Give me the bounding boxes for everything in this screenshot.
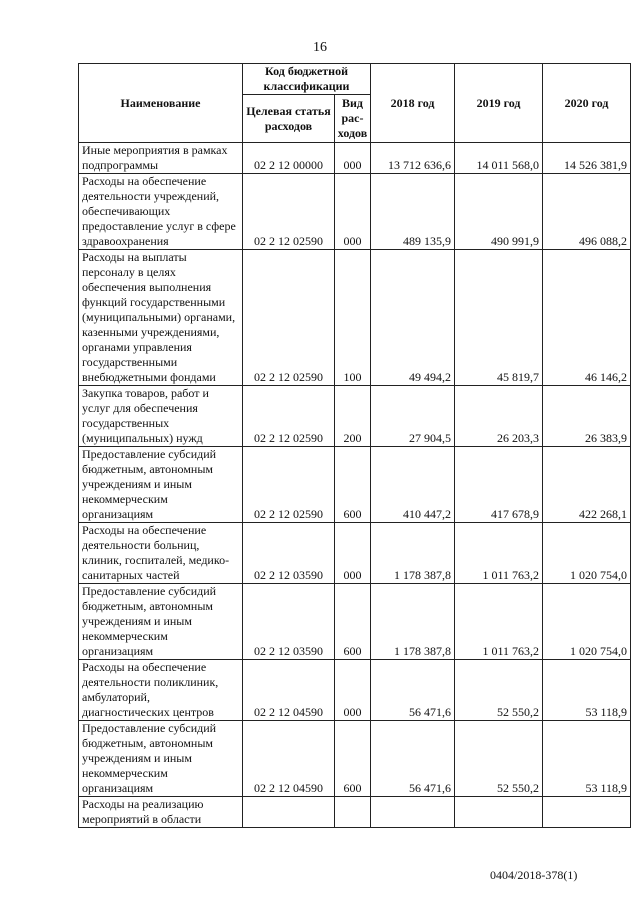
row-target-code: 02 2 12 02590 (243, 386, 335, 447)
row-expense-type: 000 (335, 174, 371, 250)
row-target-code: 02 2 12 04590 (243, 660, 335, 721)
table-row (79, 721, 631, 797)
header-2018: 2018 год (371, 64, 455, 143)
row-value-2019: 14 011 568,0 (455, 143, 543, 174)
row-value-2020: 1 020 754,0 (543, 584, 631, 660)
table-row (79, 447, 631, 523)
header-2019: 2019 год (455, 64, 543, 143)
header-expense-type: Вид рас-ходов (335, 95, 371, 143)
row-value-2020: 496 088,2 (543, 174, 631, 250)
row-name: Расходы на выплаты персоналу в целях обеспечения выполнения функций государственными (муниципальными) органами, казенными учреждениями, органами управления государственными внебюджетными фондами (79, 250, 243, 386)
row-value-2020: 46 146,2 (543, 250, 631, 386)
row-value-2018: 1 178 387,8 (371, 584, 455, 660)
table-row (79, 386, 631, 447)
row-value-2018: 1 178 387,8 (371, 523, 455, 584)
row-expense-type: 100 (335, 250, 371, 386)
row-value-2020: 53 118,9 (543, 721, 631, 797)
row-value-2019: 1 011 763,2 (455, 584, 543, 660)
row-value-2020 (543, 797, 631, 828)
row-value-2019: 52 550,2 (455, 660, 543, 721)
table-row (79, 174, 631, 250)
row-name: Расходы на обеспечение деятельности учреждений, обеспечивающих предоставление услуг в сфере здравоохранения (79, 174, 243, 250)
row-name: Расходы на обеспечение деятельности поликлиник, амбулаторий, диагностических центров (79, 660, 243, 721)
row-value-2018: 49 494,2 (371, 250, 455, 386)
header-name: Наименование (79, 64, 243, 143)
table-row (79, 797, 631, 828)
row-name: Расходы на реализацию мероприятий в области (79, 797, 243, 828)
row-name: Закупка товаров, работ и услуг для обеспечения государственных (муниципальных) нужд (79, 386, 243, 447)
table-row (79, 584, 631, 660)
row-value-2019: 26 203,3 (455, 386, 543, 447)
header-2020: 2020 год (543, 64, 631, 143)
row-value-2018: 13 712 636,6 (371, 143, 455, 174)
row-name: Расходы на обеспечение деятельности больниц, клиник, госпиталей, медико-санитарных частей (79, 523, 243, 584)
row-target-code: 02 2 12 04590 (243, 721, 335, 797)
row-value-2019: 490 991,9 (455, 174, 543, 250)
row-value-2020: 53 118,9 (543, 660, 631, 721)
row-target-code (243, 797, 335, 828)
row-value-2018: 56 471,6 (371, 660, 455, 721)
table-row (79, 523, 631, 584)
row-value-2020: 26 383,9 (543, 386, 631, 447)
row-expense-type: 600 (335, 447, 371, 523)
row-value-2018: 410 447,2 (371, 447, 455, 523)
row-value-2018: 489 135,9 (371, 174, 455, 250)
row-value-2018 (371, 797, 455, 828)
row-name: Предоставление субсидий бюджетным, автономным учреждениям и иным некоммерческим организациям (79, 447, 243, 523)
table-row (79, 250, 631, 386)
row-value-2020: 1 020 754,0 (543, 523, 631, 584)
row-name: Предоставление субсидий бюджетным, автономным учреждениям и иным некоммерческим организациям (79, 584, 243, 660)
row-expense-type: 200 (335, 386, 371, 447)
header-code-group: Код бюджетной классификации (243, 64, 371, 95)
table-row (79, 660, 631, 721)
row-value-2019: 417 678,9 (455, 447, 543, 523)
page-number: 16 (313, 40, 327, 55)
table-body (79, 143, 631, 828)
table-row (79, 143, 631, 174)
row-value-2020: 422 268,1 (543, 447, 631, 523)
row-expense-type: 600 (335, 721, 371, 797)
row-value-2019 (455, 797, 543, 828)
row-value-2018: 27 904,5 (371, 386, 455, 447)
row-target-code: 02 2 12 03590 (243, 523, 335, 584)
row-name: Иные мероприятия в рамках подпрограммы (79, 143, 243, 174)
header-target-article: Целевая статья расходов (243, 95, 335, 143)
row-value-2019: 45 819,7 (455, 250, 543, 386)
row-target-code: 02 2 12 02590 (243, 447, 335, 523)
document-code: 0404/2018-378(1) (490, 868, 578, 882)
row-expense-type: 000 (335, 143, 371, 174)
row-value-2019: 52 550,2 (455, 721, 543, 797)
row-target-code: 02 2 12 02590 (243, 250, 335, 386)
row-expense-type: 000 (335, 660, 371, 721)
row-value-2018: 56 471,6 (371, 721, 455, 797)
row-target-code: 02 2 12 03590 (243, 584, 335, 660)
row-target-code: 02 2 12 02590 (243, 174, 335, 250)
row-target-code: 02 2 12 00000 (243, 143, 335, 174)
budget-table (78, 63, 631, 828)
row-value-2019: 1 011 763,2 (455, 523, 543, 584)
row-expense-type: 600 (335, 584, 371, 660)
row-expense-type (335, 797, 371, 828)
row-expense-type: 000 (335, 523, 371, 584)
row-value-2020: 14 526 381,9 (543, 143, 631, 174)
header-row (79, 64, 631, 95)
row-name: Предоставление субсидий бюджетным, автономным учреждениям и иным некоммерческим организациям (79, 721, 243, 797)
